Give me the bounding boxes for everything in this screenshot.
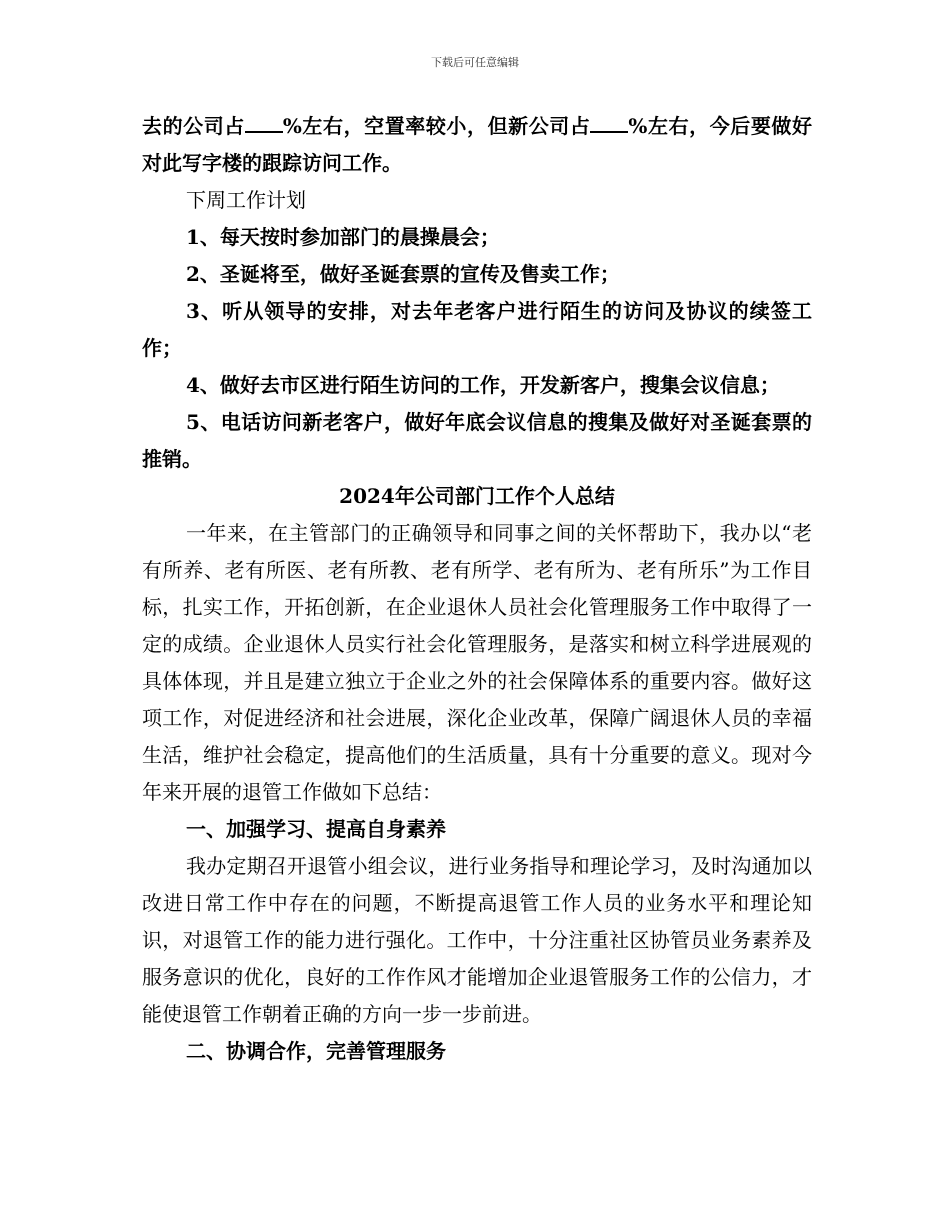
fill-in-blank bbox=[590, 113, 628, 133]
plan-item: 5、电话访问新老客户，做好年底会议信息的搜集及做好对圣诞套票的推销。 bbox=[142, 410, 812, 471]
plan-item: 1、每天按时参加部门的晨操晨会； bbox=[186, 225, 500, 249]
office-visit-paragraph bbox=[142, 108, 812, 182]
paragraph-text: %左右，今后要做好对此写字楼的跟踪访问工作。 bbox=[142, 114, 812, 175]
intro-paragraph: 一年来，在主管部门的正确领导和同事之间的关怀帮助下，我办以“老有所养、老有所医、老有所教、老有所学、老有所为、老有所乐”为工作目标，扎实工作，开拓创新，在企业退休人员社会化管理服务工作中取得了一定的成绩。企业退休人员实行社会化管理服务，是落实和树立科学进展观的具体体现，并且是建立独立于企业之外的社会保障体系的重要内容。做好这项工作，对促进经济和社会进展，深化企业改革，保障广阔退休人员的幸福生活，维护社会稳定，提高他们的生活质量，具有十分重要的意义。现对今年来开展的退管工作做如下总结： bbox=[142, 521, 812, 804]
document-title: 2024年公司部门工作个人总结 bbox=[339, 484, 615, 508]
document-body bbox=[142, 108, 812, 1070]
section-heading-1: 一、加强学习、提高自身素养 bbox=[186, 817, 446, 841]
paragraph-text: 去的公司占 bbox=[142, 114, 245, 138]
fill-in-blank bbox=[245, 113, 283, 133]
plan-heading: 下周工作计划 bbox=[186, 188, 306, 212]
plan-item: 3、听从领导的安排，对去年老客户进行陌生的访问及协议的续签工作； bbox=[142, 299, 812, 360]
section-1-paragraph: 我办定期召开退管小组会议，进行业务指导和理论学习，及时沟通加以改进日常工作中存在的问题，不断提高退管工作人员的业务水平和理论知识，对退管工作的能力进行强化。工作中，十分注重社区协管员业务素养及服务意识的优化，良好的工作作风才能增加企业退管服务工作的公信力，才能使退管工作朝着正确的方向一步一步前进。 bbox=[142, 854, 812, 1026]
plan-item: 2、圣诞将至，做好圣诞套票的宣传及售卖工作； bbox=[186, 262, 620, 286]
page-header-note: 下载后可任意编辑 bbox=[431, 56, 519, 69]
section-heading-2: 二、协调合作，完善管理服务 bbox=[186, 1039, 446, 1063]
paragraph-text: %左右，空置率较小，但新公司占 bbox=[282, 114, 591, 138]
plan-item: 4、做好去市区进行陌生访问的工作，开发新客户，搜集会议信息； bbox=[186, 373, 780, 397]
